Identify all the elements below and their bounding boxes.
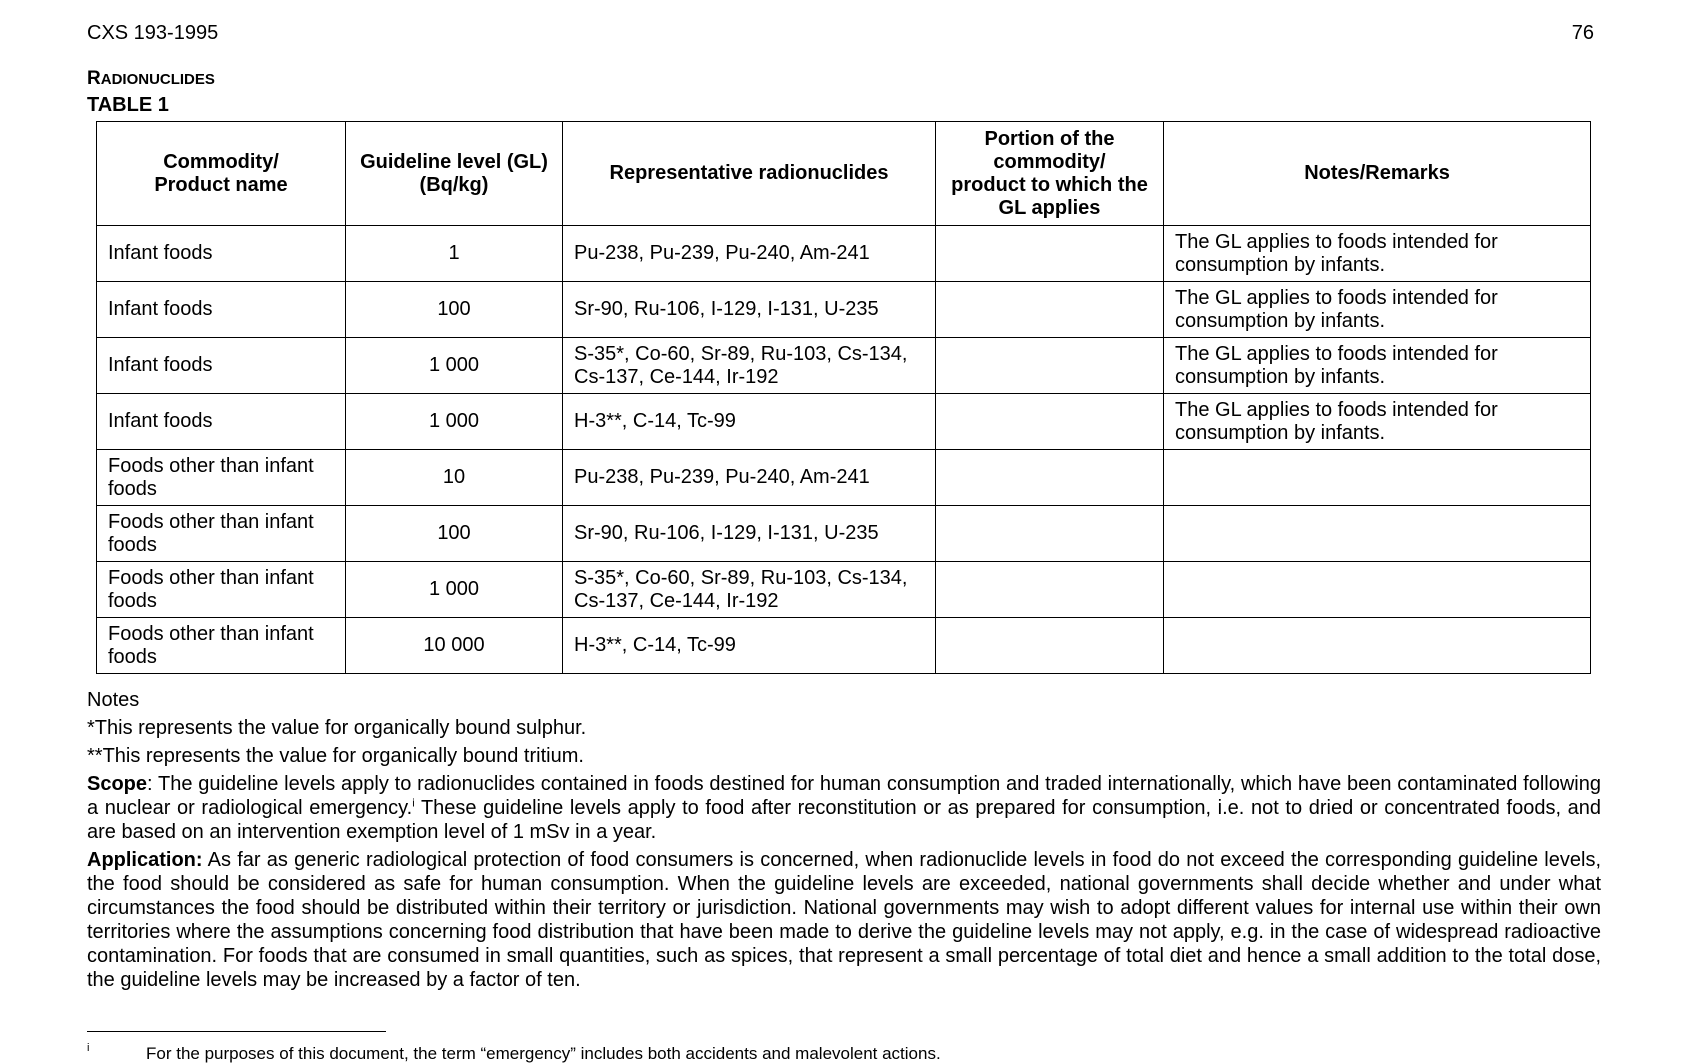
cell-notes: The GL applies to foods intended for consumption by infants.: [1164, 338, 1591, 394]
cell-guideline-level: 100: [346, 282, 563, 338]
scope-paragraph: [87, 772, 1601, 844]
header-guideline-level: [346, 122, 563, 226]
table-row: [97, 226, 1591, 282]
application-label: Application:: [87, 849, 203, 871]
table-row: [97, 562, 1591, 618]
cell-radionuclides: H-3**, C-14, Tc-99: [563, 394, 936, 450]
cell-portion: [936, 450, 1164, 506]
footnote-reference[interactable]: i: [412, 797, 415, 810]
table-row: [97, 394, 1591, 450]
table-header-row: [97, 122, 1591, 226]
header-portion-line4: GL applies: [998, 196, 1101, 219]
cell-notes: [1164, 506, 1591, 562]
cell-radionuclides: H-3**, C-14, Tc-99: [563, 618, 936, 674]
cell-radionuclides: Sr-90, Ru-106, I-129, I-131, U-235: [563, 506, 936, 562]
cell-guideline-level: 1 000: [346, 394, 563, 450]
header-commodity-line2: Product name: [154, 173, 288, 196]
cell-guideline-level: 1 000: [346, 562, 563, 618]
cell-commodity: Infant foods: [97, 226, 346, 282]
application-text: As far as generic radiological protection of food consumers is concerned, when radionuclide levels in food do not exceed the corresponding guideline levels, the food should be considered as safe for human consumption. When the guideline levels are exceeded, national governments shall decide whether and under what circumstances the food should be distributed within their territory or jurisdiction. National governments may wish to adopt different values for internal use within their own territories where the assumptions concerning food distribution that have been made to derive the guideline levels may not apply, e.g. in the case of widespread radioactive contamination. For foods that are consumed in small quantities, such as spices, that represent a small percentage of total diet and hence a small addition to the total dose, the guideline levels may be increased by a factor of ten.: [87, 849, 1601, 991]
header-portion: [936, 122, 1164, 226]
cell-commodity: Foods other than infant foods: [97, 506, 346, 562]
table-row: [97, 618, 1591, 674]
table-label: TABLE 1: [87, 94, 169, 116]
header-portion-line2: commodity/: [993, 150, 1106, 173]
cell-notes: The GL applies to foods intended for consumption by infants.: [1164, 282, 1591, 338]
section-title: [87, 68, 215, 90]
notes-section: [87, 688, 1601, 996]
cell-notes: [1164, 618, 1591, 674]
cell-commodity: Foods other than infant foods: [97, 450, 346, 506]
cell-portion: [936, 338, 1164, 394]
cell-guideline-level: 10 000: [346, 618, 563, 674]
document-code: CXS 193-1995: [87, 22, 219, 44]
cell-notes: [1164, 562, 1591, 618]
cell-portion: [936, 226, 1164, 282]
cell-guideline-level: 100: [346, 506, 563, 562]
header-gl-line2: (Bq/kg): [419, 173, 489, 196]
table-row: [97, 282, 1591, 338]
scope-label: Scope: [87, 773, 148, 795]
header-radionuclides: Representative radionuclides: [563, 122, 936, 226]
cell-commodity: Infant foods: [97, 338, 346, 394]
cell-portion: [936, 394, 1164, 450]
cell-guideline-level: 1: [346, 226, 563, 282]
header-gl-line1: Guideline level (GL): [360, 150, 548, 173]
cell-portion: [936, 506, 1164, 562]
cell-radionuclides: S-35*, Co-60, Sr-89, Ru-103, Cs-134, Cs-137, Ce-144, Ir-192: [563, 562, 936, 618]
cell-radionuclides: Sr-90, Ru-106, I-129, I-131, U-235: [563, 282, 936, 338]
cell-notes: The GL applies to foods intended for consumption by infants.: [1164, 394, 1591, 450]
header-notes-remarks: Notes/Remarks: [1164, 122, 1591, 226]
cell-guideline-level: 1 000: [346, 338, 563, 394]
note-sulphur: *This represents the value for organically bound sulphur.: [87, 717, 587, 739]
header-portion-line1: Portion of the: [984, 127, 1115, 150]
cell-commodity: Infant foods: [97, 282, 346, 338]
scope-text-part1: : The guideline levels apply to radionuclides contained in foods destined for human consumption and traded internationally, which have been contaminated following a nuclear or radiological emergency.: [87, 773, 1601, 819]
cell-radionuclides: S-35*, Co-60, Sr-89, Ru-103, Cs-134, Cs-137, Ce-144, Ir-192: [563, 338, 936, 394]
header-commodity-line1: Commodity/: [163, 150, 279, 173]
section-title-rest: ADIONUCLIDES: [100, 71, 215, 88]
footnote-separator: [87, 1031, 386, 1032]
application-paragraph: [87, 848, 1601, 992]
guideline-levels-table: [96, 121, 1591, 674]
cell-portion: [936, 562, 1164, 618]
note-tritium: **This represents the value for organically bound tritium.: [87, 745, 584, 767]
footnote-marker: i: [87, 1042, 90, 1054]
cell-notes: [1164, 450, 1591, 506]
section-title-initial: R: [87, 68, 101, 89]
header-commodity: [97, 122, 346, 226]
page-number: 76: [1571, 22, 1594, 44]
header-portion-line3: product to which the: [951, 173, 1148, 196]
table-row: [97, 450, 1591, 506]
cell-commodity: Infant foods: [97, 394, 346, 450]
cell-notes: The GL applies to foods intended for consumption by infants.: [1164, 226, 1591, 282]
cell-guideline-level: 10: [346, 450, 563, 506]
cell-portion: [936, 618, 1164, 674]
notes-title: Notes: [87, 689, 140, 711]
scope-text-part2: These guideline levels apply to food after reconstitution or as prepared for consumption, i.e. not to dried or concentrated foods, and are based on an intervention exemption level of 1 mSv in a year.: [87, 797, 1601, 843]
cell-portion: [936, 282, 1164, 338]
cell-commodity: Foods other than infant foods: [97, 562, 346, 618]
footnote-text: For the purposes of this document, the term “emergency” includes both accidents and malevolent actions.: [146, 1044, 941, 1063]
cell-commodity: Foods other than infant foods: [97, 618, 346, 674]
table-row: [97, 506, 1591, 562]
table-row: [97, 338, 1591, 394]
cell-radionuclides: Pu-238, Pu-239, Pu-240, Am-241: [563, 226, 936, 282]
cell-radionuclides: Pu-238, Pu-239, Pu-240, Am-241: [563, 450, 936, 506]
